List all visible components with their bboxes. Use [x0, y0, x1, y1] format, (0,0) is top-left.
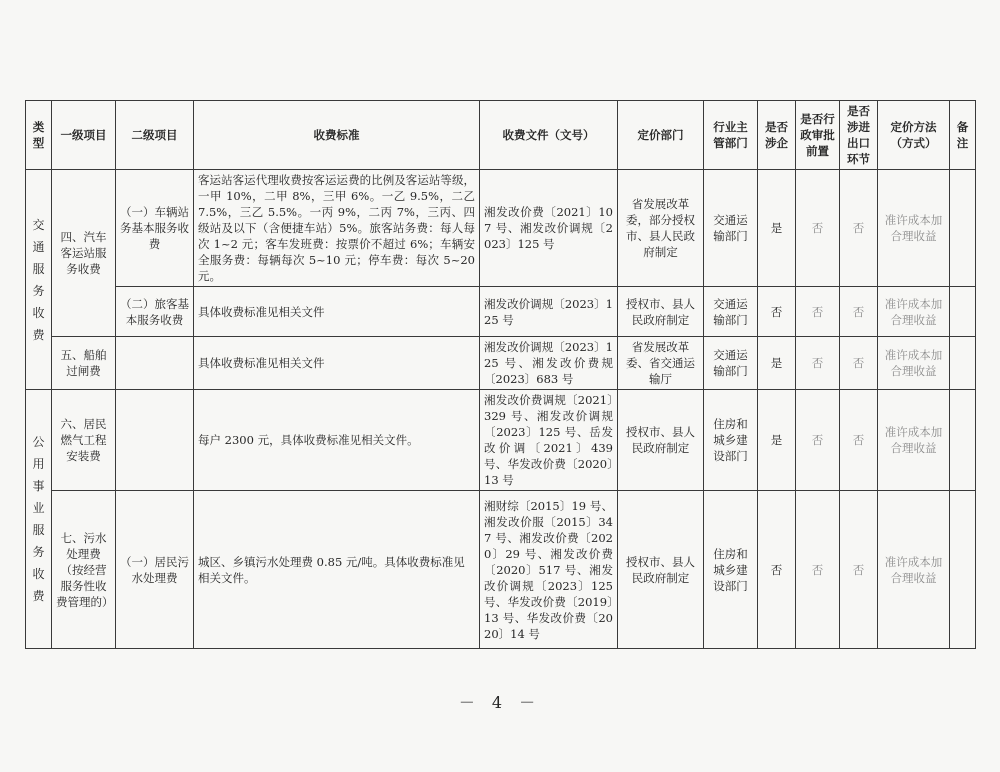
header-export: 是否涉进出口环节 — [840, 101, 878, 170]
industry-cell: 住房和城乡建设部门 — [704, 491, 758, 649]
table-row — [26, 390, 976, 491]
enterprise-cell: 是 — [758, 170, 796, 287]
table-row — [26, 337, 976, 390]
level1-cell: 七、污水处理费（按经营服务性收费管理的） — [52, 491, 116, 649]
header-level1: 一级项目 — [52, 101, 116, 170]
approval-cell: 否 — [796, 287, 840, 337]
header-industry: 行业主管部门 — [704, 101, 758, 170]
industry-cell: 交通运输部门 — [704, 287, 758, 337]
standard-cell: 具体收费标准见相关文件 — [194, 337, 480, 390]
enterprise-cell: 否 — [758, 287, 796, 337]
level2-cell — [116, 390, 194, 491]
dept-cell: 省发展改革委，部分授权市、县人民政府制定 — [618, 170, 704, 287]
header-method: 定价方法（方式） — [878, 101, 950, 170]
remarks-cell — [950, 287, 976, 337]
export-cell: 否 — [840, 337, 878, 390]
type-cell: 交通服务收费 — [26, 170, 52, 390]
dept-cell: 省发展改革委、省交通运输厅 — [618, 337, 704, 390]
approval-cell: 否 — [796, 390, 840, 491]
dept-cell: 授权市、县人民政府制定 — [618, 491, 704, 649]
industry-cell: 住房和城乡建设部门 — [704, 390, 758, 491]
industry-cell: 交通运输部门 — [704, 170, 758, 287]
document-cell: 湘财综〔2015〕19 号、湘发改价服〔2015〕347 号、湘发改价费〔2020〕29 号、湘发改价费〔2020〕517 号、湘发改价调规〔2023〕125 号、华发改价费〔2019〕13 号、华发改价费〔2020〕14 号 — [480, 491, 618, 649]
standard-cell: 客运站客运代理收费按客运运费的比例及客运站等级，一甲 10%，二甲 8%，三甲 6%。一乙 9.5%，二乙 7.5%，三乙 5.5%。一丙 9%，二丙 7%，三丙、四级站及以下（含便捷车站）5%。旅客站务费：每人每次 1~2 元；客车发班费：按票价不超过 6%；车辆安全服务费：每辆每次 5~10 元；停车费：每次 5~20 元。 — [194, 170, 480, 287]
level1-cell: 五、船舶过闸费 — [52, 337, 116, 390]
remarks-cell — [950, 491, 976, 649]
enterprise-cell: 是 — [758, 390, 796, 491]
document-cell: 湘发改价费〔2021〕107 号、湘发改价调规〔2023〕125 号 — [480, 170, 618, 287]
type-cell: 公用事业服务收费 — [26, 390, 52, 649]
table-row — [26, 170, 976, 287]
method-cell: 准许成本加合理收益 — [878, 491, 950, 649]
page-number: － 4 － — [458, 693, 542, 712]
level2-cell: （一）居民污水处理费 — [116, 491, 194, 649]
fee-table — [25, 100, 976, 649]
method-cell: 准许成本加合理收益 — [878, 390, 950, 491]
export-cell: 否 — [840, 287, 878, 337]
table-header-row — [26, 101, 976, 170]
method-cell: 准许成本加合理收益 — [878, 170, 950, 287]
header-level2: 二级项目 — [116, 101, 194, 170]
level1-cell: 六、居民燃气工程安装费 — [52, 390, 116, 491]
level2-cell: （二）旅客基本服务收费 — [116, 287, 194, 337]
header-dept: 定价部门 — [618, 101, 704, 170]
method-cell: 准许成本加合理收益 — [878, 337, 950, 390]
header-enterprise: 是否涉企 — [758, 101, 796, 170]
approval-cell: 否 — [796, 170, 840, 287]
remarks-cell — [950, 170, 976, 287]
enterprise-cell: 否 — [758, 491, 796, 649]
approval-cell: 否 — [796, 337, 840, 390]
standard-cell: 每户 2300 元，具体收费标准见相关文件。 — [194, 390, 480, 491]
document-cell: 湘发改价调规〔2023〕125 号 — [480, 287, 618, 337]
level2-cell — [116, 337, 194, 390]
standard-cell: 具体收费标准见相关文件 — [194, 287, 480, 337]
export-cell: 否 — [840, 491, 878, 649]
remarks-cell — [950, 390, 976, 491]
document-cell: 湘发改价调规〔2023〕125 号、湘发改价费规〔2023〕683 号 — [480, 337, 618, 390]
method-cell: 准许成本加合理收益 — [878, 287, 950, 337]
header-type: 类型 — [26, 101, 52, 170]
approval-cell: 否 — [796, 491, 840, 649]
header-document: 收费文件（文号） — [480, 101, 618, 170]
standard-cell: 城区、乡镇污水处理费 0.85 元/吨。具体收费标准见相关文件。 — [194, 491, 480, 649]
header-approval: 是否行政审批前置 — [796, 101, 840, 170]
level2-cell: （一）车辆站务基本服务收费 — [116, 170, 194, 287]
industry-cell: 交通运输部门 — [704, 337, 758, 390]
enterprise-cell: 是 — [758, 337, 796, 390]
document-cell: 湘发改价费调规〔2021〕329 号、湘发改价调规〔2023〕125 号、岳发改价调〔2021〕439 号、华发改价费〔2020〕13 号 — [480, 390, 618, 491]
level1-cell: 四、汽车客运站服务收费 — [52, 170, 116, 337]
remarks-cell — [950, 337, 976, 390]
export-cell: 否 — [840, 170, 878, 287]
dept-cell: 授权市、县人民政府制定 — [618, 390, 704, 491]
dept-cell: 授权市、县人民政府制定 — [618, 287, 704, 337]
header-standard: 收费标准 — [194, 101, 480, 170]
header-remarks: 备注 — [950, 101, 976, 170]
export-cell: 否 — [840, 390, 878, 491]
table-row — [26, 491, 976, 649]
table-row — [26, 287, 976, 337]
